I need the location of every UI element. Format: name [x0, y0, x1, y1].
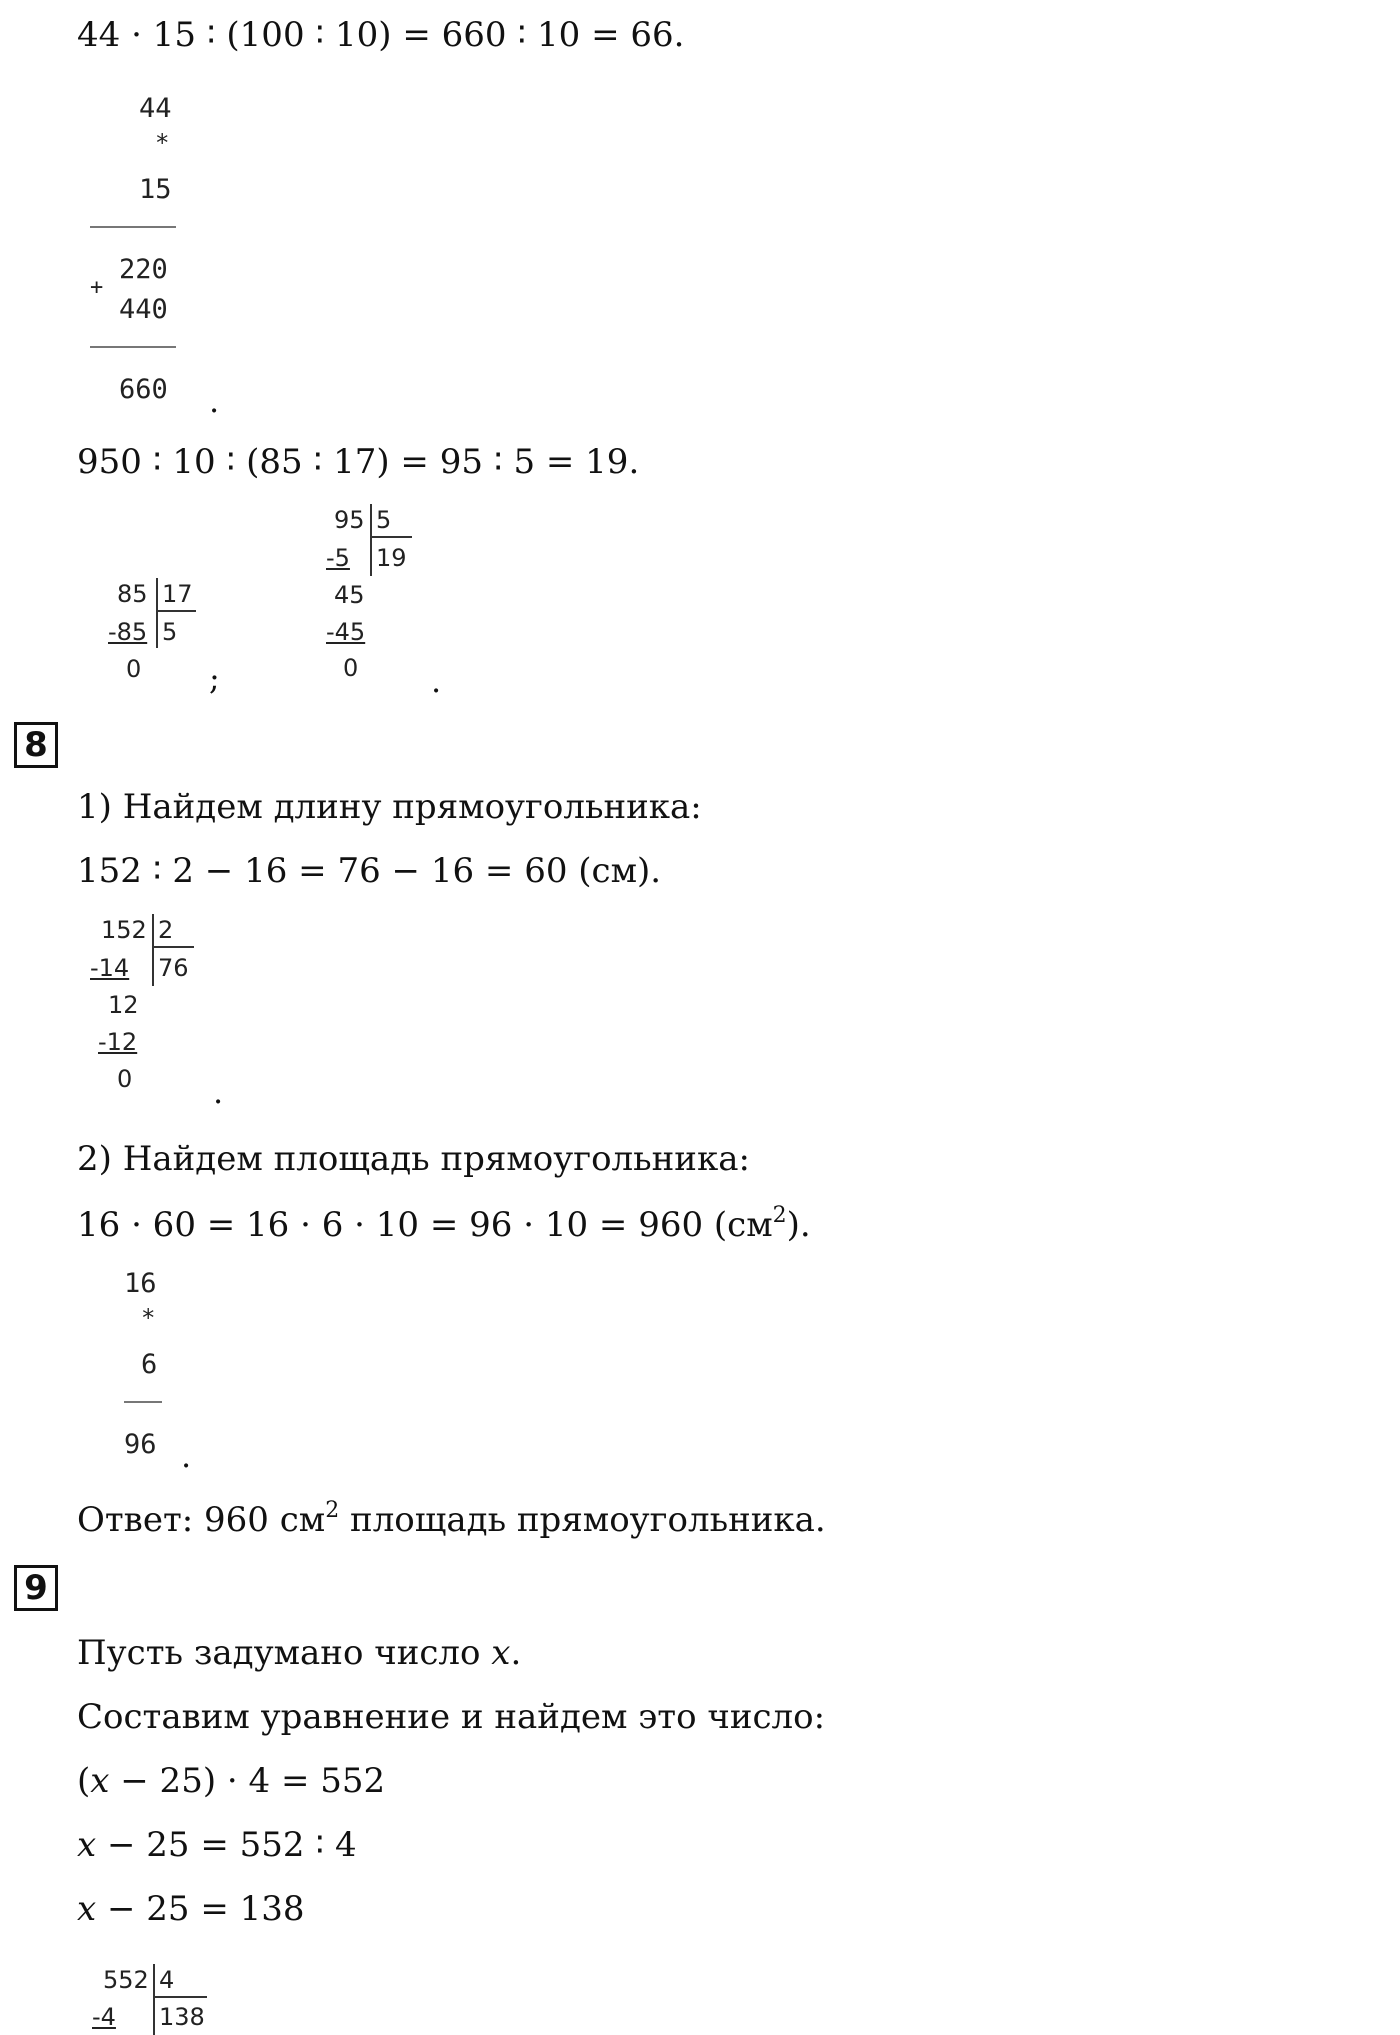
mult-operator: *	[155, 129, 170, 157]
div-quotient-rule	[154, 946, 194, 948]
mult-rule-2	[90, 346, 176, 348]
variable-x: x	[90, 1761, 110, 1801]
mult-end-dot: .	[209, 382, 220, 420]
div-quotient: 5	[162, 618, 178, 646]
variable-x: x	[77, 1889, 97, 1929]
variable-x: x	[77, 1825, 97, 1865]
div-vertical-rule	[370, 504, 372, 576]
variable-x: x	[491, 1633, 511, 1673]
answer-main: Ответ: 960 см	[77, 1500, 326, 1540]
let-number-tail: .	[510, 1633, 522, 1673]
div-end-dot: .	[213, 1073, 224, 1111]
div-quotient-rule	[372, 536, 412, 538]
answer-line	[77, 1498, 826, 1540]
div-end-dot: .	[431, 662, 442, 700]
equation-3-tail: − 25 = 138	[96, 1889, 305, 1929]
let-number-line	[77, 1633, 522, 1673]
mult-rule	[124, 1401, 162, 1403]
mult-rule-1	[90, 226, 176, 228]
div-subtrahend-1: -5	[326, 544, 350, 572]
div-dividend: 95	[334, 506, 365, 534]
mult-partial-1: 220	[119, 254, 168, 285]
div-dividend: 552	[103, 1966, 149, 1994]
div-divisor: 2	[158, 916, 174, 944]
step-2-heading: 2) Найдем площадь прямоугольника:	[77, 1139, 750, 1179]
mult-factor-a: 44	[139, 93, 172, 124]
expression-length: 152 ∶ 2 − 16 = 76 − 16 = 60 (см).	[77, 851, 662, 891]
div-dividend: 85	[117, 580, 148, 608]
expression-950: 950 ∶ 10 ∶ (85 ∶ 17) = 95 ∶ 5 = 19.	[77, 442, 640, 482]
expression-area	[77, 1203, 811, 1245]
mult-operator: *	[141, 1304, 156, 1332]
mult-result: 96	[124, 1429, 157, 1460]
div-remainder: 0	[117, 1065, 133, 1093]
div-subtrahend: -85	[108, 618, 148, 646]
div-quotient-rule	[155, 1996, 207, 1998]
div-vertical-rule	[156, 578, 158, 648]
div-vertical-rule	[152, 914, 154, 986]
equation-1-open: (	[77, 1761, 91, 1801]
mult-end-dot: .	[181, 1437, 192, 1475]
mult-plus-sign: +	[90, 275, 104, 300]
div-quotient: 76	[158, 954, 189, 982]
div-remainder: 0	[343, 654, 359, 682]
div-end-semicolon: ;	[209, 659, 220, 697]
task-number-box: 9	[14, 1565, 58, 1611]
mult-factor-a: 16	[124, 1268, 157, 1299]
compose-equation-line: Составим уравнение и найдем это число:	[77, 1697, 826, 1737]
div-quotient-rule	[158, 610, 196, 612]
div-intermediate: 12	[108, 991, 139, 1019]
equation-2	[77, 1825, 357, 1865]
equation-1-tail: − 25) · 4 = 552	[109, 1761, 386, 1801]
task-number-box: 8	[14, 722, 58, 768]
div-quotient: 138	[159, 2003, 205, 2031]
mult-factor-b: 6	[141, 1349, 158, 1380]
equation-1	[77, 1761, 386, 1801]
div-divisor: 5	[376, 506, 392, 534]
div-remainder: 0	[126, 655, 142, 683]
expression-area-tail: ).	[786, 1205, 811, 1245]
let-number-text: Пусть задумано число	[77, 1633, 492, 1673]
mult-partial-2: 440	[119, 294, 168, 325]
div-intermediate: 45	[334, 581, 365, 609]
div-quotient: 19	[376, 544, 407, 572]
step-1-heading: 1) Найдем длину прямоугольника:	[77, 787, 702, 827]
expression-area-exponent: 2	[772, 1203, 787, 1228]
expression-44x15: 44 · 15 ∶ (100 ∶ 10) = 660 ∶ 10 = 66.	[77, 15, 685, 55]
mult-factor-b: 15	[139, 174, 172, 205]
div-subtrahend-1: -4	[92, 2003, 116, 2031]
div-subtrahend-1: -14	[90, 954, 130, 982]
answer-exponent: 2	[325, 1498, 340, 1523]
mult-result: 660	[119, 374, 168, 405]
equation-2-tail: − 25 = 552 ∶ 4	[96, 1825, 357, 1865]
div-subtrahend-2: -45	[326, 618, 366, 646]
div-divisor: 17	[162, 580, 193, 608]
div-divisor: 4	[159, 1966, 175, 1994]
div-subtrahend-2: -12	[98, 1028, 138, 1056]
equation-3	[77, 1889, 305, 1929]
div-dividend: 152	[101, 916, 147, 944]
answer-tail: площадь прямоугольника.	[339, 1500, 826, 1540]
expression-area-main: 16 · 60 = 16 · 6 · 10 = 96 · 10 = 960 (см	[77, 1205, 773, 1245]
div-vertical-rule	[153, 1964, 155, 2035]
